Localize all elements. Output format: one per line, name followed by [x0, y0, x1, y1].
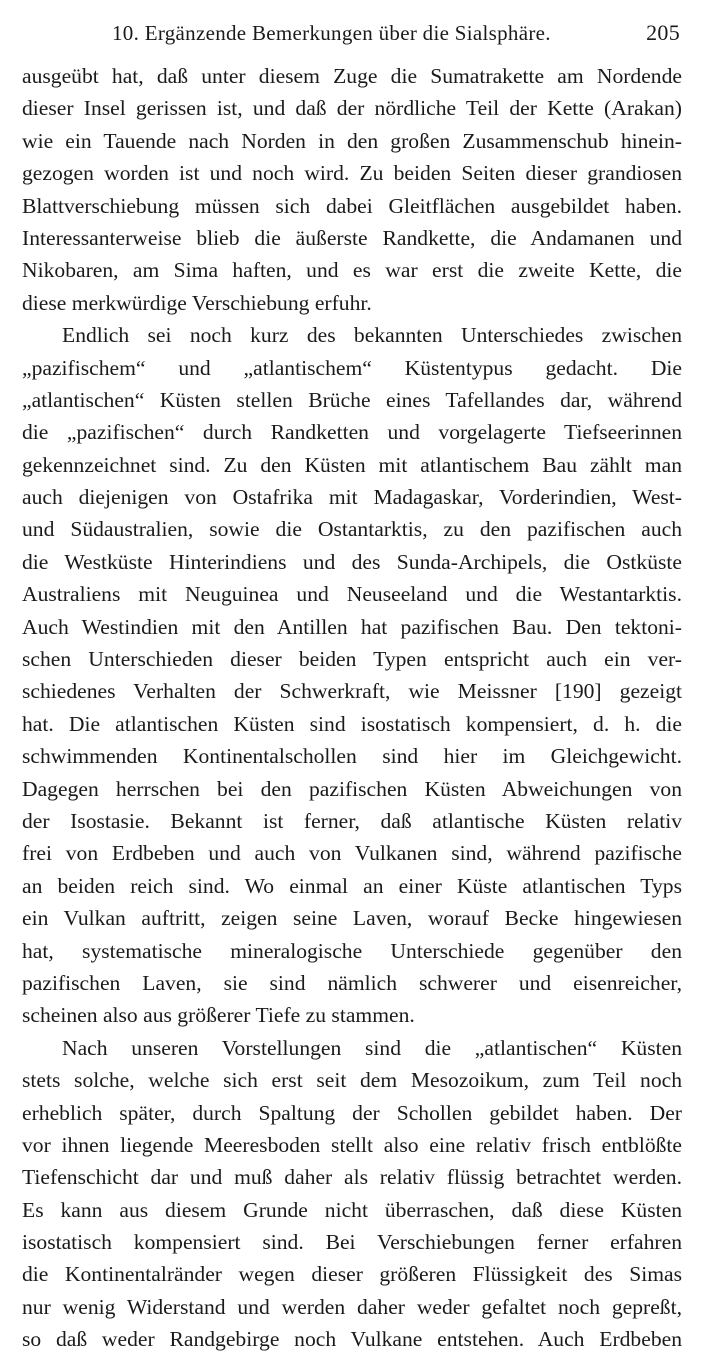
- text-line: Tiefenschicht dar und muß daher als relativ flüssig betrachtet werden.: [22, 1165, 682, 1190]
- text-line: Nach unseren Vorstellungen sind die „atlantischen“ Küsten: [62, 1035, 682, 1060]
- text-line: pazifischen Laven, sie sind nämlich schwerer und eisenreicher,: [22, 970, 682, 995]
- text-line: scheinen also aus größerer Tiefe zu stammen.: [22, 1003, 415, 1028]
- text-line: so daß weder Randgebirge noch Vulkane entstehen. Auch Erdbeben: [22, 1327, 682, 1352]
- text-line: die „pazifischen“ durch Randketten und vorgelagerte Tiefseerinnen: [22, 420, 682, 445]
- text-line: vor ihnen liegende Meeresboden stellt also eine relativ frisch entblößte: [22, 1132, 682, 1157]
- text-line: schwimmenden Kontinentalschollen sind hier im Gleichgewicht.: [22, 744, 682, 769]
- running-title: 10. Ergänzende Bemerkungen über die Sialsphäre.: [112, 21, 551, 45]
- text-line: schen Unterschieden dieser beiden Typen entspricht auch ein ver-: [22, 647, 682, 672]
- text-line: auch diejenigen von Ostafrika mit Madagaskar, Vorderindien, West-: [22, 485, 682, 510]
- text-line: der Isostasie. Bekannt ist ferner, daß atlantische Küsten relativ: [22, 808, 682, 833]
- text-line: dieser Insel gerissen ist, und daß der nördliche Teil der Kette (Arakan): [22, 96, 682, 121]
- text-line: frei von Erdbeben und auch von Vulkanen sind, während pazifische: [22, 841, 682, 866]
- text-line: die Kontinentalränder wegen dieser größeren Flüssigkeit des Simas: [22, 1262, 682, 1287]
- text-line: wie ein Tauende nach Norden in den großen Zusammenschub hinein-: [22, 128, 682, 153]
- text-line: die Westküste Hinterindiens und des Sunda-Archipels, die Ostküste: [22, 549, 682, 574]
- text-line: gezogen worden ist und noch wird. Zu beiden Seiten dieser grandiosen: [22, 161, 682, 186]
- body-text: [22, 60, 682, 1356]
- text-line: „atlantischen“ Küsten stellen Brüche eines Tafellandes dar, während: [22, 387, 682, 412]
- text-line: isostatisch kompensiert sind. Bei Verschiebungen ferner erfahren: [22, 1230, 682, 1255]
- text-line: hat. Die atlantischen Küsten sind isostatisch kompensiert, d. h. die: [22, 711, 682, 736]
- text-line: schiedenes Verhalten der Schwerkraft, wie Meissner [190] gezeigt: [22, 679, 682, 704]
- text-line: diese merkwürdige Verschiebung erfuhr.: [22, 290, 372, 315]
- text-line: Auch Westindien mit den Antillen hat pazifischen Bau. Den tektoni-: [22, 614, 682, 639]
- text-line: Es kann aus diesem Grunde nicht überraschen, daß diese Küsten: [22, 1197, 682, 1222]
- running-header: [22, 16, 682, 50]
- book-page: [22, 16, 682, 1352]
- text-line: ein Vulkan auftritt, zeigen seine Laven, worauf Becke hingewiesen: [22, 906, 682, 931]
- text-line: „pazifischem“ und „atlantischem“ Küstentypus gedacht. Die: [22, 355, 682, 380]
- text-line: Dagegen herrschen bei den pazifischen Küsten Abweichungen von: [22, 776, 682, 801]
- text-line: stets solche, welche sich erst seit dem Mesozoikum, zum Teil noch: [22, 1068, 682, 1093]
- text-line: gekennzeichnet sind. Zu den Küsten mit atlantischem Bau zählt man: [22, 452, 682, 477]
- page-number: 205: [646, 20, 680, 45]
- text-line: Australiens mit Neuguinea und Neuseeland und die Westantarktis.: [22, 582, 682, 607]
- text-line: ausgeübt hat, daß unter diesem Zuge die Sumatrakette am Nordende: [22, 64, 682, 88]
- text-line: hat, systematische mineralogische Unterschiede gegenüber den: [22, 938, 682, 963]
- text-line: erheblich später, durch Spaltung der Schollen gebildet haben. Der: [22, 1100, 682, 1125]
- text-line: Blattverschiebung müssen sich dabei Gleitflächen ausgebildet haben.: [22, 193, 682, 218]
- text-line: Interessanterweise blieb die äußerste Randkette, die Andamanen und: [22, 225, 682, 250]
- text-line: Nikobaren, am Sima haften, und es war erst die zweite Kette, die: [22, 258, 682, 283]
- text-line: und Südaustralien, sowie die Ostantarktis, zu den pazifischen auch: [22, 517, 682, 542]
- text-line: nur wenig Widerstand und werden daher weder gefaltet noch gepreßt,: [22, 1294, 682, 1319]
- text-line: an beiden reich sind. Wo einmal an einer Küste atlantischen Typs: [22, 873, 682, 898]
- text-line: Endlich sei noch kurz des bekannten Unterschiedes zwischen: [62, 323, 682, 348]
